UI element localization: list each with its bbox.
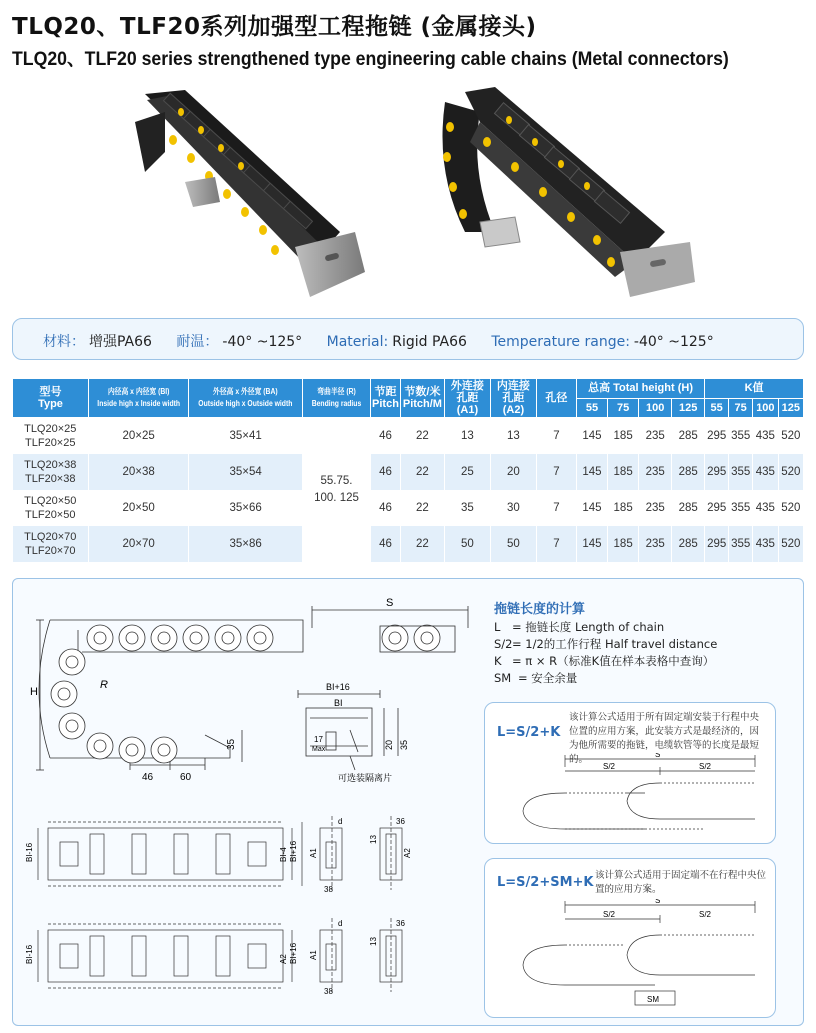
cell-inner: 20×50 (89, 490, 189, 526)
cell-a2: 30 (490, 490, 536, 526)
material-cn-label: 材料： (43, 334, 85, 350)
type-line-2: TLF20×50 (25, 508, 76, 521)
cell-k: 295 (705, 454, 729, 490)
calc-line-sm: SM = 安全余量 (494, 671, 578, 685)
dim-38-label-2: 38 (324, 987, 333, 996)
col-height-75: 75 (608, 398, 639, 418)
cell-height: 185 (608, 526, 639, 562)
material-en-label: Material: (326, 334, 389, 350)
dim-h-label: H (30, 686, 38, 698)
cell-height: 235 (639, 526, 672, 562)
dim-a2-label-2: A2 (279, 954, 288, 964)
cell-k: 520 (778, 454, 803, 490)
separator-label: 可选装隔离片 (338, 773, 393, 783)
cell-outer: 35×41 (189, 418, 303, 454)
spec-table-body (13, 418, 804, 562)
cell-k: 435 (753, 418, 778, 454)
calc-line-k: K = π × R（标准K值在样本表格中查询） (494, 654, 715, 668)
dim-35b-label: 35 (399, 739, 409, 750)
cable-chain-photo-straight (125, 82, 375, 307)
spec-table (12, 378, 804, 562)
formula-1-s-label: S (655, 753, 661, 759)
col-k-125: 125 (778, 398, 803, 418)
cell-height: 185 (608, 490, 639, 526)
chain-technical-drawing (20, 590, 480, 1020)
formula-1-diagram (505, 753, 767, 841)
col-inner-header: 内径高 x 内径宽 (BI) Inside high x Inside width (89, 379, 189, 418)
type-line-1: TLQ20×25 (24, 422, 77, 435)
radius-line-2: 100. 125 (314, 491, 359, 504)
dim-d-label-2: d (338, 919, 343, 928)
col-type-header: 型号 Type (13, 379, 89, 418)
cell-k: 435 (753, 490, 778, 526)
cell-inner: 20×25 (89, 418, 189, 454)
cell-outer: 35×54 (189, 454, 303, 490)
cell-height: 145 (576, 490, 607, 526)
dim-46-label: 46 (142, 772, 154, 783)
formula-2-sm-label: SM (647, 995, 659, 1004)
col-pitch-header: 节距 Pitch (371, 379, 401, 418)
cell-inner: 20×70 (89, 526, 189, 562)
cell-type (13, 490, 89, 526)
material-row (43, 331, 734, 351)
formula-1-note: 该计算公式适用于所有固定端安装于行程中央位置的应用方案，此安装方式是最经济的，因为他所需要的拖链，电缆软管等的长度是最短的。 (569, 712, 760, 765)
type-line-2: TLF20×38 (25, 472, 76, 485)
formula-1: L=S/2+K (497, 725, 561, 740)
dim-35-label: 35 (226, 738, 237, 750)
cell-k: 520 (778, 490, 803, 526)
dim-17-label: 17 (314, 735, 323, 744)
cell-a2: 20 (490, 454, 536, 490)
dim-38-label-1: 38 (324, 885, 333, 894)
dim-60-label: 60 (180, 772, 192, 783)
dim-bi4-label-1: BI-4 (279, 847, 288, 862)
page-title-cn: TLQ20、TLF20系列加强型工程拖链 (金属接头) (12, 14, 537, 40)
type-line-2: TLF20×70 (25, 544, 76, 557)
formula-2: L=S/2+SM+K (497, 875, 594, 890)
page-title-en: TLQ20、TLF20 series strengthened type engineering cable chains (Metal connectors) (12, 49, 729, 70)
cell-a1: 35 (444, 490, 490, 526)
cell-k: 435 (753, 454, 778, 490)
formula-1-s2-label-a: S/2 (603, 762, 616, 771)
calc-line-l: L = 拖链长度 Length of chain (494, 620, 665, 634)
formula-box-1 (484, 702, 776, 844)
formula-box-2 (484, 858, 776, 1018)
cell-pitch-per-m: 22 (400, 490, 444, 526)
temp-en-value: -40° ~125° (633, 334, 714, 350)
cell-height: 185 (608, 418, 639, 454)
col-a2-header: 内连接 孔距(A2) (490, 379, 536, 418)
cell-hole: 7 (536, 490, 576, 526)
cell-height: 235 (639, 418, 672, 454)
temp-en-label: Temperature range: (491, 334, 630, 350)
cell-a1: 50 (444, 526, 490, 562)
dim-a2-label-1: A2 (403, 848, 412, 858)
cell-height: 235 (639, 490, 672, 526)
dim-a1-label-1: A1 (309, 848, 318, 858)
cell-k: 355 (729, 526, 753, 562)
cell-a1: 25 (444, 454, 490, 490)
dim-bi16c-label-2: BI-16 (25, 944, 34, 964)
cell-pitch: 46 (371, 454, 401, 490)
cell-a2: 13 (490, 418, 536, 454)
table-header-row-1 (13, 379, 804, 399)
cell-outer: 35×86 (189, 526, 303, 562)
col-outer-header: 外径高 x 外径宽 (BA) Outside high x Outside width (189, 379, 303, 418)
type-line-1: TLQ20×70 (24, 530, 77, 543)
dim-max-label: Max (312, 746, 326, 753)
cell-height: 235 (639, 454, 672, 490)
calc-line-s2: S/2= 1/2的工作行程 Half travel distance (494, 637, 718, 651)
formula-2-s-label: S (655, 899, 661, 905)
dim-bi-label: BI (334, 698, 343, 708)
dim-20-label: 20 (384, 739, 394, 750)
cell-height: 285 (672, 454, 705, 490)
col-k-75: 75 (729, 398, 753, 418)
cell-height: 145 (576, 526, 607, 562)
cell-k: 355 (729, 454, 753, 490)
dim-bi16-label: BI+16 (326, 682, 350, 692)
cell-k: 520 (778, 418, 803, 454)
col-height-100: 100 (639, 398, 672, 418)
cell-outer: 35×66 (189, 490, 303, 526)
cell-pitch-per-m: 22 (400, 526, 444, 562)
cell-k: 355 (729, 418, 753, 454)
table-row (13, 526, 804, 562)
col-k-55: 55 (705, 398, 729, 418)
cell-type (13, 454, 89, 490)
table-row (13, 490, 804, 526)
cable-chain-photo-bent (425, 82, 705, 307)
cell-pitch: 46 (371, 526, 401, 562)
cell-pitch: 46 (371, 418, 401, 454)
cell-pitch-per-m: 22 (400, 454, 444, 490)
cell-k: 435 (753, 526, 778, 562)
table-row (13, 454, 804, 490)
formula-2-note: 该计算公式适用于固定端不在行程中央位置的应用方案。 (595, 870, 767, 895)
dim-13-label-2: 13 (369, 937, 378, 946)
cell-pitch: 46 (371, 490, 401, 526)
formula-2-s2-label-a: S/2 (603, 910, 616, 919)
col-height-55: 55 (576, 398, 607, 418)
cell-pitch-per-m: 22 (400, 418, 444, 454)
type-line-1: TLQ20×38 (24, 458, 77, 471)
cell-height: 285 (672, 526, 705, 562)
formula-2-diagram (505, 899, 767, 1011)
col-hole-header: 孔径 (536, 379, 576, 418)
cell-hole: 7 (536, 418, 576, 454)
dim-36-label-2: 36 (396, 919, 405, 928)
cell-k: 520 (778, 526, 803, 562)
cell-height: 285 (672, 490, 705, 526)
col-a1-header: 外连接 孔距(A1) (444, 379, 490, 418)
type-line-1: TLQ20×50 (24, 494, 77, 507)
col-k-group-header: K值 (705, 379, 804, 399)
col-k-100: 100 (753, 398, 778, 418)
material-info-box (12, 318, 804, 360)
material-en-value: Rigid PA66 (392, 334, 467, 350)
cell-height: 145 (576, 418, 607, 454)
material-cn-value: 增强PA66 (89, 334, 152, 350)
col-radius-header: 弯曲半径 (R) Bending radius (303, 379, 371, 418)
dim-r-label: R (100, 679, 108, 691)
cell-a2: 50 (490, 526, 536, 562)
cell-bending-radius (303, 418, 371, 562)
cell-hole: 7 (536, 454, 576, 490)
col-height-125: 125 (672, 398, 705, 418)
cell-type (13, 418, 89, 454)
radius-line-1: 55.75. (320, 474, 353, 487)
cell-height: 185 (608, 454, 639, 490)
dim-s-label: S (386, 597, 394, 609)
temp-cn-label: 耐温： (176, 334, 219, 350)
formula-1-s2-label-b: S/2 (699, 762, 712, 771)
col-height-group-header: 总高 Total height (H) (576, 379, 704, 399)
cell-height: 285 (672, 418, 705, 454)
cell-type (13, 526, 89, 562)
dim-13-label-1: 13 (369, 835, 378, 844)
cell-k: 295 (705, 490, 729, 526)
cell-hole: 7 (536, 526, 576, 562)
cell-k: 295 (705, 418, 729, 454)
dim-a1-label-2: A1 (309, 950, 318, 960)
temp-cn-value: -40° ~125° (222, 334, 303, 350)
cell-a1: 13 (444, 418, 490, 454)
col-pitch-per-m-header: 节数/米 Pitch/M (400, 379, 444, 418)
type-line-2: TLF20×25 (25, 436, 76, 449)
dim-bi16c-label-1: BI-16 (25, 842, 34, 862)
cell-k: 355 (729, 490, 753, 526)
dim-d-label-1: d (338, 817, 343, 826)
dim-36-label-1: 36 (396, 817, 405, 826)
cell-k: 295 (705, 526, 729, 562)
table-row (13, 418, 804, 454)
dim-bi16b-label-2: BI+16 (289, 942, 298, 964)
calc-title: 拖链长度的计算 (494, 602, 586, 617)
dim-bi16b-label-1: BI+16 (289, 840, 298, 862)
formula-2-s2-label-b: S/2 (699, 910, 712, 919)
cell-height: 145 (576, 454, 607, 490)
cell-inner: 20×38 (89, 454, 189, 490)
